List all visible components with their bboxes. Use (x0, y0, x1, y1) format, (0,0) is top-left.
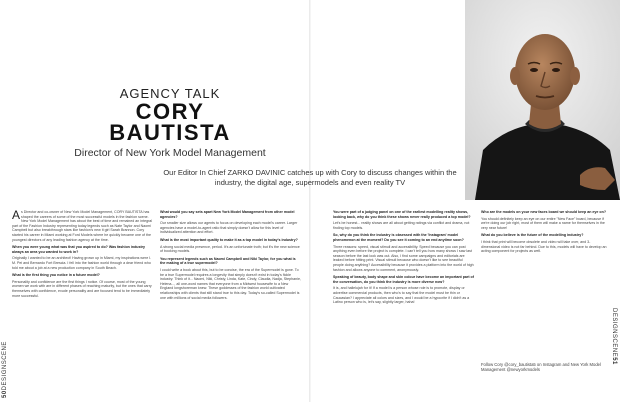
question: So, why do you think the industry is obsessed with the 'Instagram' model phenomenon at the moment? Do you see it coming to an end anytime soon? (333, 233, 464, 242)
question: Speaking of beauty, body shape and skin colour have become an important part of the conversation, do you think the industry is more diverse now? (333, 275, 474, 284)
magazine-name-left: DESIGNSCENE (2, 341, 8, 391)
headline-last-name: BAUTISTA (109, 120, 231, 145)
answer: Our smaller size allows our agents to focus on developing each model's career. Larger agencies have a model-to-agent ratio that simply doesn't allow for this level of individualized attention and effort. (160, 221, 298, 235)
standfirst: Our Editor In Chief ZARKO DAVINIC catches up with Cory to discuss changes within the industry, the digital age, supermodels and even reality TV (163, 168, 457, 187)
page-gutter (309, 0, 311, 402)
page-number-left: 50 (2, 390, 8, 398)
answer: You should definitely keep an eye on our entire "New Face" board, because if we're doing our job right, most of them will make a name for themselves in the very near future! (481, 216, 605, 230)
answer: Let's be honest... reality shows are all about getting ratings via conflict and drama, not finding top models. (333, 221, 470, 230)
folio-left (2, 341, 8, 398)
portrait-photo (465, 0, 620, 200)
drop-cap: A (12, 208, 21, 222)
article-column-4 (481, 210, 609, 257)
article-column-1 (12, 210, 153, 301)
question: You were part of a judging panel on one of the earliest modelling reality shows, looking back, why do you think these shows never really produced a top model? (333, 210, 471, 219)
page-number-right: 51 (611, 357, 617, 365)
answer: Originally I wanted to be an architect! Having grown up in Miami, my inspirations were I. M. Pei and Bernardo Fort Brescia. I fell into the fashion world through a dear friend who told me about a job at a new production company in South Beach. (12, 256, 152, 270)
lead-paragraph (12, 210, 153, 242)
answer: It is, and hallelujah for it! If a model is a person whose role is to promote, display or advertise commercial products, then who's to say that the model must be thin or Caucasian? I appreciate all colors and sizes, and I would be a hypocrite if I didn't as a Latino person who is, let's say, slightly larger, haha! (333, 286, 470, 305)
social-credit: Follow Cory @cory_bautista5 on Instagram and New York Model Management @newyorkmodels (481, 362, 601, 373)
section-kicker: AGENCY TALK (119, 86, 221, 101)
question: What is the most important quality to make it as a top model in today's industry? (160, 237, 298, 242)
question: What do you believe is the future of the modelling industry? (481, 233, 584, 238)
question: When you were young what was that you aspired to do? Was fashion industry always an area you wanted to work in? (12, 245, 146, 254)
answer: A strong social media presence, period. It's an unfortunate truth; but it's the new science of booking models. (160, 244, 300, 254)
question: What is the first thing you notice in a future model? (12, 273, 100, 278)
portrait-illustration (465, 0, 620, 200)
folio-right (611, 308, 617, 365)
question: You represent legends such as Naomi Campbell and Niki Taylor, for you what is the making of a true supermodel? (160, 256, 296, 266)
headline-first-name: CORY (135, 99, 205, 124)
question: What would you say sets apart New York Model Management from other model agencies? (160, 210, 295, 219)
answer: Three reasons: speed, visual stimuli and accessibility. Speed because you can post anything even before the project is complete. I can't tell you how many shows I saw last season before the last look was out. Also, I find some campaigns and editorials are leaked before hitting print. Visual stimuli because who doesn't like to see beautiful people doing anything? Accessibility because it provides a platform into the world of high fashion and allows anyone to comment, anonymously. (333, 244, 474, 272)
article-column-2 (160, 210, 301, 303)
question: Who are the models on your new faces board we should keep an eye on? (481, 210, 607, 214)
article-column-3 (333, 210, 474, 308)
answer: Personality and confidence are the first things I notice. Of course, most of the young women we work with are in different phases of reaching maturity, but the ones that carry themselves with confidence, exude personality and are focused tend to be immediately more successful. (12, 279, 152, 298)
answer: I could write a book about this, but to be concise, the era of the Supermodel is gone. To be a true Supermodel requires a longevity that simply doesn't exist in today's fickle industry. Think of it... Naomi, Niki, Christy, Linda, Kate, Cindy, Claudia, Nadja, Stephanie, Helena..., all one-word names that everyone from a Midwest housewife to a New England longshoreman knew. These goddesses of the fashion world cultivated relationships with clients that still stand true to this day. Today's so-called Supermodel is one with millions of social media followers. (160, 267, 301, 300)
magazine-name-right: DESIGNSCENE (611, 308, 617, 358)
answer: I think that print will become obsolete and video will take over, and 3-dimensional video is not far behind. Due to this, models will have to develop an acting component for projects as well. (481, 239, 607, 254)
lead-text: s Director and co-owner of New York Model Management, CORY BAUTISTA has shaped the careers of some of the most successful models in the fashion scene. New York Model Management has about the best of time and remained an integral part of the Fashion Industry representing today legends such as Nate Taylor and Naomi Campbell but also breakthrough stars like fashion's new it girl Sarah Brannon. Cory started his career in Miami working at Ford Models where he quickly became one of the youngest directors of any leading fashion agency at the time. (12, 210, 153, 242)
subject-role: Director of New York Model Management (74, 147, 266, 159)
